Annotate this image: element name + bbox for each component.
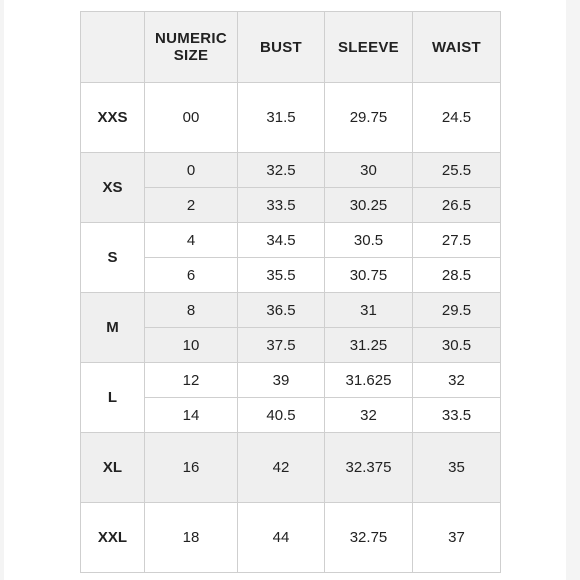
sleeve-header: SLEEVE xyxy=(325,12,413,83)
numeric-size-cell: 4 xyxy=(145,223,238,258)
waist-cell: 29.5 xyxy=(413,293,501,328)
numeric-size-cell: 14 xyxy=(145,398,238,433)
numeric-size-cell: 12 xyxy=(145,363,238,398)
header-row xyxy=(81,12,501,83)
bust-header: BUST xyxy=(238,12,325,83)
table-row xyxy=(81,363,501,398)
waist-cell: 32 xyxy=(413,363,501,398)
numeric-size-header xyxy=(145,12,238,83)
sleeve-cell: 29.75 xyxy=(325,83,413,153)
sleeve-cell: 32.375 xyxy=(325,433,413,503)
bust-cell: 37.5 xyxy=(238,328,325,363)
bust-cell: 31.5 xyxy=(238,83,325,153)
numeric-size-cell: 10 xyxy=(145,328,238,363)
waist-cell: 37 xyxy=(413,503,501,573)
bust-cell: 35.5 xyxy=(238,258,325,293)
table-row xyxy=(81,153,501,188)
bust-cell: 42 xyxy=(238,433,325,503)
size-label: XL xyxy=(81,433,145,503)
table-row xyxy=(81,503,501,573)
corner-cell xyxy=(81,12,145,83)
bust-cell: 36.5 xyxy=(238,293,325,328)
waist-cell: 25.5 xyxy=(413,153,501,188)
waist-cell: 30.5 xyxy=(413,328,501,363)
size-label: XXL xyxy=(81,503,145,573)
waist-cell: 35 xyxy=(413,433,501,503)
numeric-size-cell: 00 xyxy=(145,83,238,153)
numeric-size-cell: 0 xyxy=(145,153,238,188)
sleeve-cell: 30 xyxy=(325,153,413,188)
sleeve-cell: 31.25 xyxy=(325,328,413,363)
numeric-size-cell: 18 xyxy=(145,503,238,573)
size-label: L xyxy=(81,363,145,433)
sleeve-cell: 30.25 xyxy=(325,188,413,223)
bust-cell: 34.5 xyxy=(238,223,325,258)
bust-cell: 32.5 xyxy=(238,153,325,188)
numeric-size-cell: 8 xyxy=(145,293,238,328)
numeric-size-cell: 2 xyxy=(145,188,238,223)
bust-cell: 33.5 xyxy=(238,188,325,223)
size-label: XS xyxy=(81,153,145,223)
numeric-size-cell: 16 xyxy=(145,433,238,503)
numeric-size-header-line2: SIZE xyxy=(173,47,209,64)
bust-cell: 40.5 xyxy=(238,398,325,433)
sleeve-cell: 32.75 xyxy=(325,503,413,573)
table-row xyxy=(81,293,501,328)
table-row xyxy=(81,83,501,153)
sleeve-cell: 31.625 xyxy=(325,363,413,398)
bust-cell: 44 xyxy=(238,503,325,573)
right-edge-strip xyxy=(566,0,580,580)
numeric-size-header-line1: NUMERIC xyxy=(154,30,228,47)
waist-cell: 28.5 xyxy=(413,258,501,293)
waist-cell: 27.5 xyxy=(413,223,501,258)
sleeve-cell: 31 xyxy=(325,293,413,328)
size-label: M xyxy=(81,293,145,363)
bust-cell: 39 xyxy=(238,363,325,398)
table-row xyxy=(81,433,501,503)
left-edge-strip xyxy=(0,0,4,580)
sleeve-cell: 30.75 xyxy=(325,258,413,293)
waist-cell: 33.5 xyxy=(413,398,501,433)
waist-cell: 24.5 xyxy=(413,83,501,153)
numeric-size-cell: 6 xyxy=(145,258,238,293)
size-chart-table xyxy=(80,11,501,573)
size-label: XXS xyxy=(81,83,145,153)
waist-header: WAIST xyxy=(413,12,501,83)
waist-cell: 26.5 xyxy=(413,188,501,223)
size-label: S xyxy=(81,223,145,293)
sleeve-cell: 32 xyxy=(325,398,413,433)
sleeve-cell: 30.5 xyxy=(325,223,413,258)
table-row xyxy=(81,223,501,258)
